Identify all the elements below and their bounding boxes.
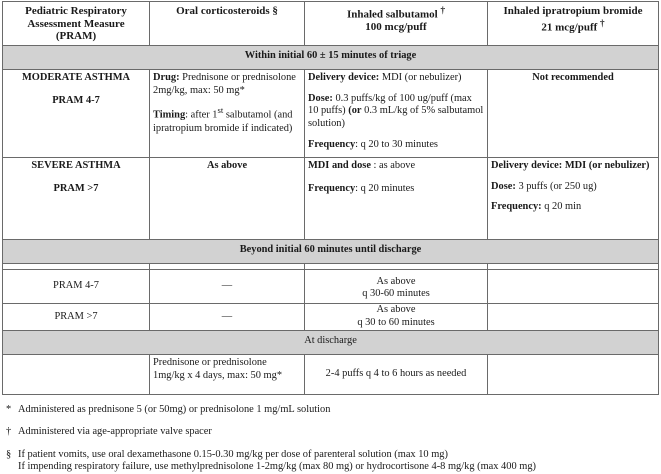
severe-mdi (308, 160, 484, 173)
moderate-oral-cell (150, 70, 305, 158)
severe-freq-label: Frequency (308, 182, 356, 194)
header-row (3, 2, 659, 46)
moderate-device (308, 72, 484, 85)
beyond-row-severe (3, 304, 659, 331)
header-ipratropium (488, 2, 659, 46)
beyond-sal-1-a: As above (376, 275, 416, 287)
moderate-title: MODERATE ASTHMA (21, 72, 131, 83)
header-salbutamol-name: Inhaled salbutamol (346, 8, 438, 21)
moderate-freq-text: : q 20 to 30 minutes (355, 138, 438, 150)
moderate-drug-label: Drug: (153, 72, 180, 83)
severe-title: SEVERE ASTHMA (31, 160, 121, 171)
beyond-pram-1: PRAM 4-7 (3, 270, 150, 304)
severe-freq2-label: Frequency: (491, 201, 542, 213)
severe-mdi-text: : as above (373, 160, 416, 171)
moderate-drug (153, 72, 301, 97)
severe-pram-cell (3, 158, 150, 240)
beyond-ipratropium-2 (488, 304, 659, 331)
severe-mdi-label: MDI and dose (308, 160, 371, 171)
footnote-dagger-symbol: † (6, 426, 12, 438)
moderate-timing-label: Timing (153, 109, 186, 121)
footnote-dagger (6, 426, 656, 438)
footnote-section (6, 449, 656, 474)
beyond-salbutamol-2 (305, 304, 488, 331)
discharge-row (3, 355, 659, 395)
band-beyond-row (3, 240, 659, 264)
header-pram: Pediatric Respiratory Assessment Measure (PRAM) (3, 2, 150, 46)
band-initial-row (3, 46, 659, 70)
header-ipratropium-mark: † (600, 17, 605, 28)
moderate-dose-text-a: 0.3 puffs/kg of 100 ug/puff (max 10 puffs) (308, 92, 472, 117)
beyond-sal-2-b: q 30 to 60 minutes (357, 316, 435, 328)
band-beyond: Beyond initial 60 minutes until discharge (3, 240, 659, 264)
severe-dose-label: Dose: (491, 180, 516, 192)
band-discharge-row (3, 331, 659, 355)
severe-row (3, 158, 659, 240)
footnote-dagger-text: Administered via age-appropriate valve spacer (18, 426, 212, 438)
moderate-dose-label: Dose: (308, 92, 333, 104)
beyond-oral-2: — (150, 304, 305, 331)
asthma-protocol-table-container (2, 1, 658, 395)
severe-freq-text: : q 20 minutes (355, 182, 415, 194)
severe-dose-text: 3 puffs (or 250 ug) (518, 180, 597, 192)
header-oral-corticosteroids: Oral corticosteroids § (150, 2, 305, 46)
beyond-pram-2: PRAM >7 (3, 304, 150, 331)
discharge-oral: Prednisone or prednisolone 1mg/kg x 4 days, max: 50 mg* (150, 355, 305, 395)
severe-dose (491, 181, 655, 194)
beyond-row-moderate (3, 270, 659, 304)
moderate-row (3, 70, 659, 158)
beyond-salbutamol-1 (305, 270, 488, 304)
severe-device: Delivery device: MDI (or nebulizer) (491, 160, 650, 171)
discharge-ipratropium (488, 355, 659, 395)
moderate-pram-cell (3, 70, 150, 158)
severe-ipratropium-cell (488, 158, 659, 240)
beyond-oral-1: — (150, 270, 305, 304)
beyond-ipratropium-1 (488, 270, 659, 304)
severe-oral-cell: As above (150, 158, 305, 240)
footnote-asterisk-text: Administered as prednisone 5 (or 50mg) or prednisolone 1 mg/mL solution (18, 404, 331, 415)
moderate-device-text: MDI (or nebulizer) (381, 72, 462, 83)
beyond-sal-1-b: q 30-60 minutes (362, 288, 430, 300)
moderate-timing-text-b: salbutamol (and ipratropium bromide if indicated) (153, 109, 293, 134)
moderate-dose-or: (or (348, 105, 362, 117)
band-initial: Within initial 60 ± 15 minutes of triage (3, 46, 659, 70)
moderate-salbutamol-cell (305, 70, 488, 158)
moderate-pram: PRAM 4-7 (52, 94, 100, 106)
header-salbutamol (305, 2, 488, 46)
moderate-timing-text-a: : after 1 (185, 109, 218, 121)
footnote-section-line-2: If impending respiratory failure, use methylprednisolone 1-2mg/kg (max 80 mg) or hydrocortisone 4-8 mg/kg (max 400 mg) (18, 461, 536, 473)
moderate-dose-text-b: 0.3 mL/kg of 5% salbutamol solution) (308, 105, 484, 130)
severe-frequency-2 (491, 201, 655, 214)
header-salbutamol-mark: † (440, 5, 446, 15)
beyond-sal-2-a: As above (376, 304, 416, 315)
moderate-timing-sup: st (217, 105, 224, 116)
severe-freq2-text: q 20 min (544, 201, 582, 213)
header-ipratropium-name: Inhaled ipratropium bromide (503, 5, 643, 17)
moderate-ipratropium-cell: Not recommended (488, 70, 659, 158)
header-ipratropium-dose: 21 mcg/puff (541, 21, 598, 34)
footnote-asterisk (6, 404, 656, 416)
severe-pram: PRAM >7 (53, 182, 99, 194)
footnote-section-line-1: If patient vomits, use oral dexamethasone 0.15-0.30 mg/kg per dose of parenteral solution (max 10 mg) (18, 448, 448, 460)
discharge-pram (3, 355, 150, 395)
moderate-drug-text: Prednisone or prednisolone 2mg/kg, max: 50 mg* (153, 72, 296, 96)
asthma-protocol-table (2, 1, 659, 395)
moderate-device-label: Delivery device: (308, 72, 380, 83)
moderate-dose (308, 93, 484, 131)
header-salbutamol-dose: 100 mcg/puff (365, 21, 427, 34)
footnote-section-symbol: § (6, 448, 12, 460)
discharge-salbutamol: 2-4 puffs q 4 to 6 hours as needed (305, 355, 488, 395)
severe-salbutamol-cell (305, 158, 488, 240)
severe-frequency (308, 183, 484, 196)
band-discharge: At discharge (3, 331, 659, 355)
moderate-freq-label: Frequency (308, 138, 356, 150)
moderate-frequency (308, 139, 484, 152)
footnote-asterisk-symbol: * (6, 404, 12, 415)
moderate-timing (153, 105, 301, 135)
footnotes (6, 404, 656, 474)
